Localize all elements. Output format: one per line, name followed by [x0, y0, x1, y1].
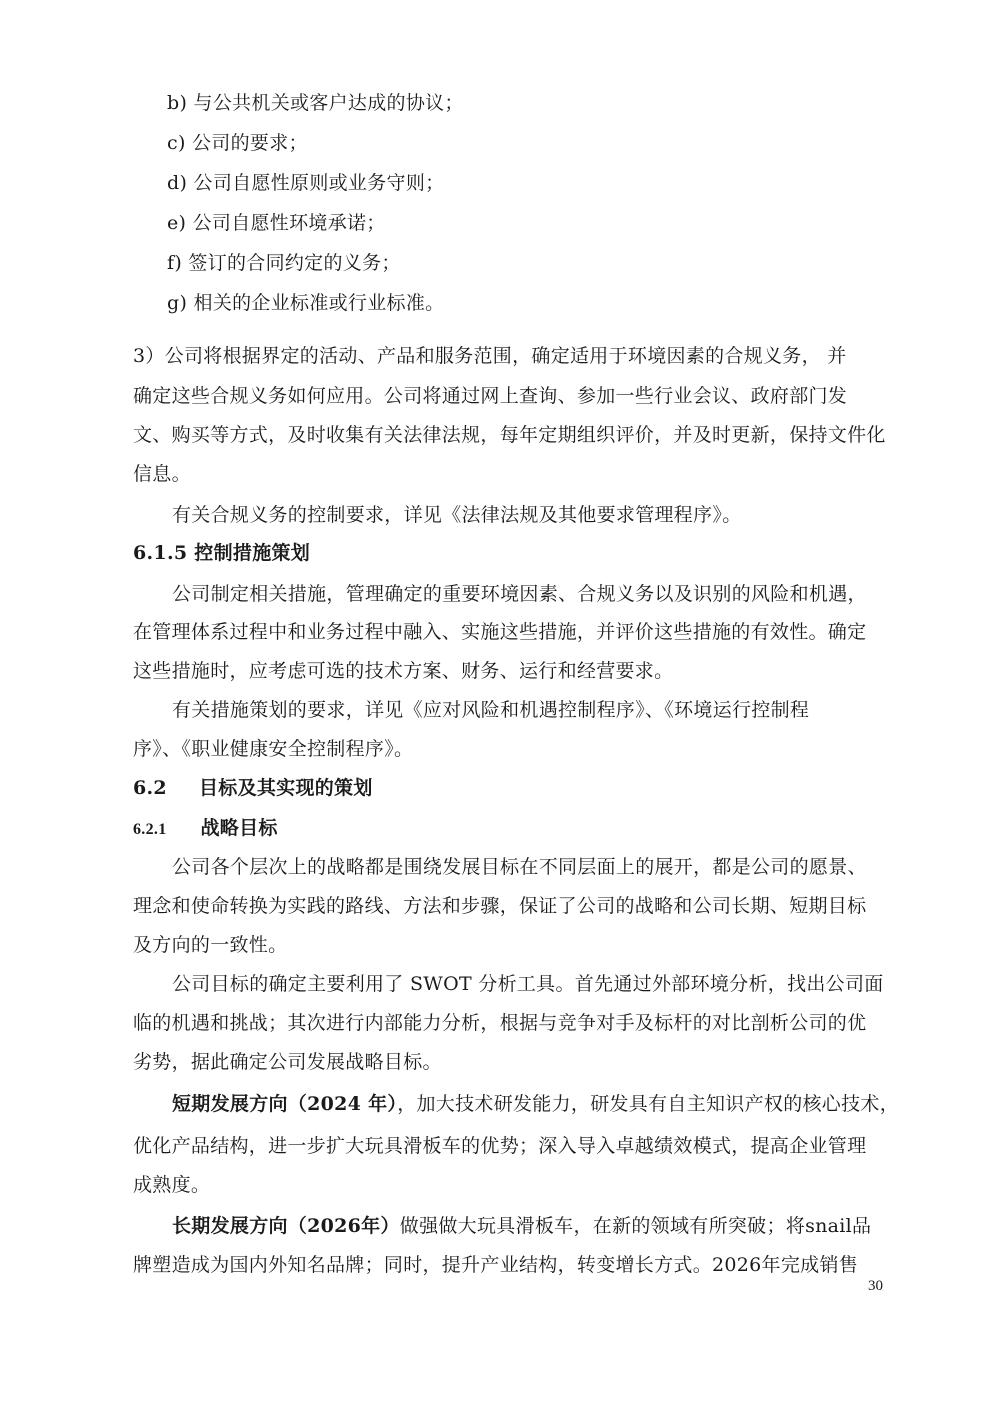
list-item-c: c) 公司的要求； [167, 132, 308, 154]
paragraph-621b-line: 劣势，据此确定公司发展战略目标。 [133, 1051, 442, 1073]
list-item-f: f) 签订的合同约定的义务； [167, 252, 401, 274]
long-term-text: 做强做大玩具滑板车，在新的领域有所突破；将snail品 [399, 1215, 872, 1237]
heading-number: 6.2 [133, 777, 167, 799]
long-term-line: 牌塑造成为国内外知名品牌；同时，提升产业结构，转变增长方式。2026年完成销售 [133, 1254, 859, 1276]
measures-reference-line: 有关措施策划的要求，详见《应对风险和机遇控制程序》、《环境运行控制程 [172, 699, 810, 721]
measures-reference-line: 序》、《职业健康安全控制程序》。 [133, 738, 414, 760]
list-item-d: d) 公司自愿性原则或业务守则； [167, 172, 445, 194]
paragraph-615-line: 公司制定相关措施，管理确定的重要环境因素、合规义务以及识别的风险和机遇， [172, 583, 867, 605]
paragraph-3-line: 3）公司将根据界定的活动、产品和服务范围，确定适用于环境因素的合规义务， 并 [133, 345, 847, 367]
heading-number: 6.2.1 [133, 821, 167, 838]
short-term-label: 短期发展方向（2024 年） [172, 1093, 398, 1115]
paragraph-3-line: 确定这些合规义务如何应用。公司将通过网上查询、参加一些行业会议、政府部门发 [133, 385, 848, 407]
list-item-g: g) 相关的企业标准或行业标准。 [167, 292, 445, 314]
compliance-reference: 有关合规义务的控制要求，详见《法律法规及其他要求管理程序》。 [172, 504, 742, 526]
long-term-line [172, 1211, 871, 1241]
page-number: 30 [868, 1278, 883, 1294]
paragraph-615-line: 在管理体系过程中和业务过程中融入、实施这些措施，并评价这些措施的有效性。确定 [133, 621, 867, 643]
paragraph-3-line: 信息。 [133, 463, 191, 485]
heading-6-2 [133, 773, 373, 803]
paragraph-621b-line: 临的机遇和挑战；其次进行内部能力分析，根据与竞争对手及标杆的对比剖析公司的优 [133, 1012, 867, 1034]
short-term-line: 成熟度。 [133, 1174, 211, 1196]
short-term-line: 优化产品结构，进一步扩大玩具滑板车的优势；深入导入卓越绩效模式，提高企业管理 [133, 1135, 867, 1157]
paragraph-3-line: 文、购买等方式，及时收集有关法律法规，每年定期组织评价，并及时更新，保持文件化 [133, 424, 886, 446]
heading-title: 目标及其实现的策划 [198, 777, 373, 799]
paragraph-615-line: 这些措施时，应考虑可选的技术方案、财务、运行和经营要求。 [133, 660, 674, 682]
paragraph-621a-line: 及方向的一致性。 [133, 934, 288, 956]
paragraph-621a-line: 理念和使命转换为实践的路线、方法和步骤，保证了公司的战略和公司长期、短期目标 [133, 895, 867, 917]
paragraph-621b-line: 公司目标的确定主要利用了 SWOT 分析工具。首先通过外部环境分析，找出公司面 [172, 973, 884, 995]
short-term-text: ，加大技术研发能力，研发具有自主知识产权的核心技术， [397, 1093, 900, 1115]
long-term-label: 长期发展方向（2026年） [172, 1215, 400, 1237]
heading-6-2-1 [133, 813, 278, 843]
short-term-line [172, 1089, 899, 1119]
heading-6-1-5: 6.1.5 控制措施策划 [133, 542, 311, 564]
heading-title: 战略目标 [200, 817, 278, 839]
list-item-e: e) 公司自愿性环境承诺； [167, 212, 386, 234]
paragraph-621a-line: 公司各个层次上的战略都是围绕发展目标在不同层面上的展开，都是公司的愿景、 [172, 856, 867, 878]
list-item-b: b) 与公共机关或客户达成的协议； [167, 92, 464, 114]
